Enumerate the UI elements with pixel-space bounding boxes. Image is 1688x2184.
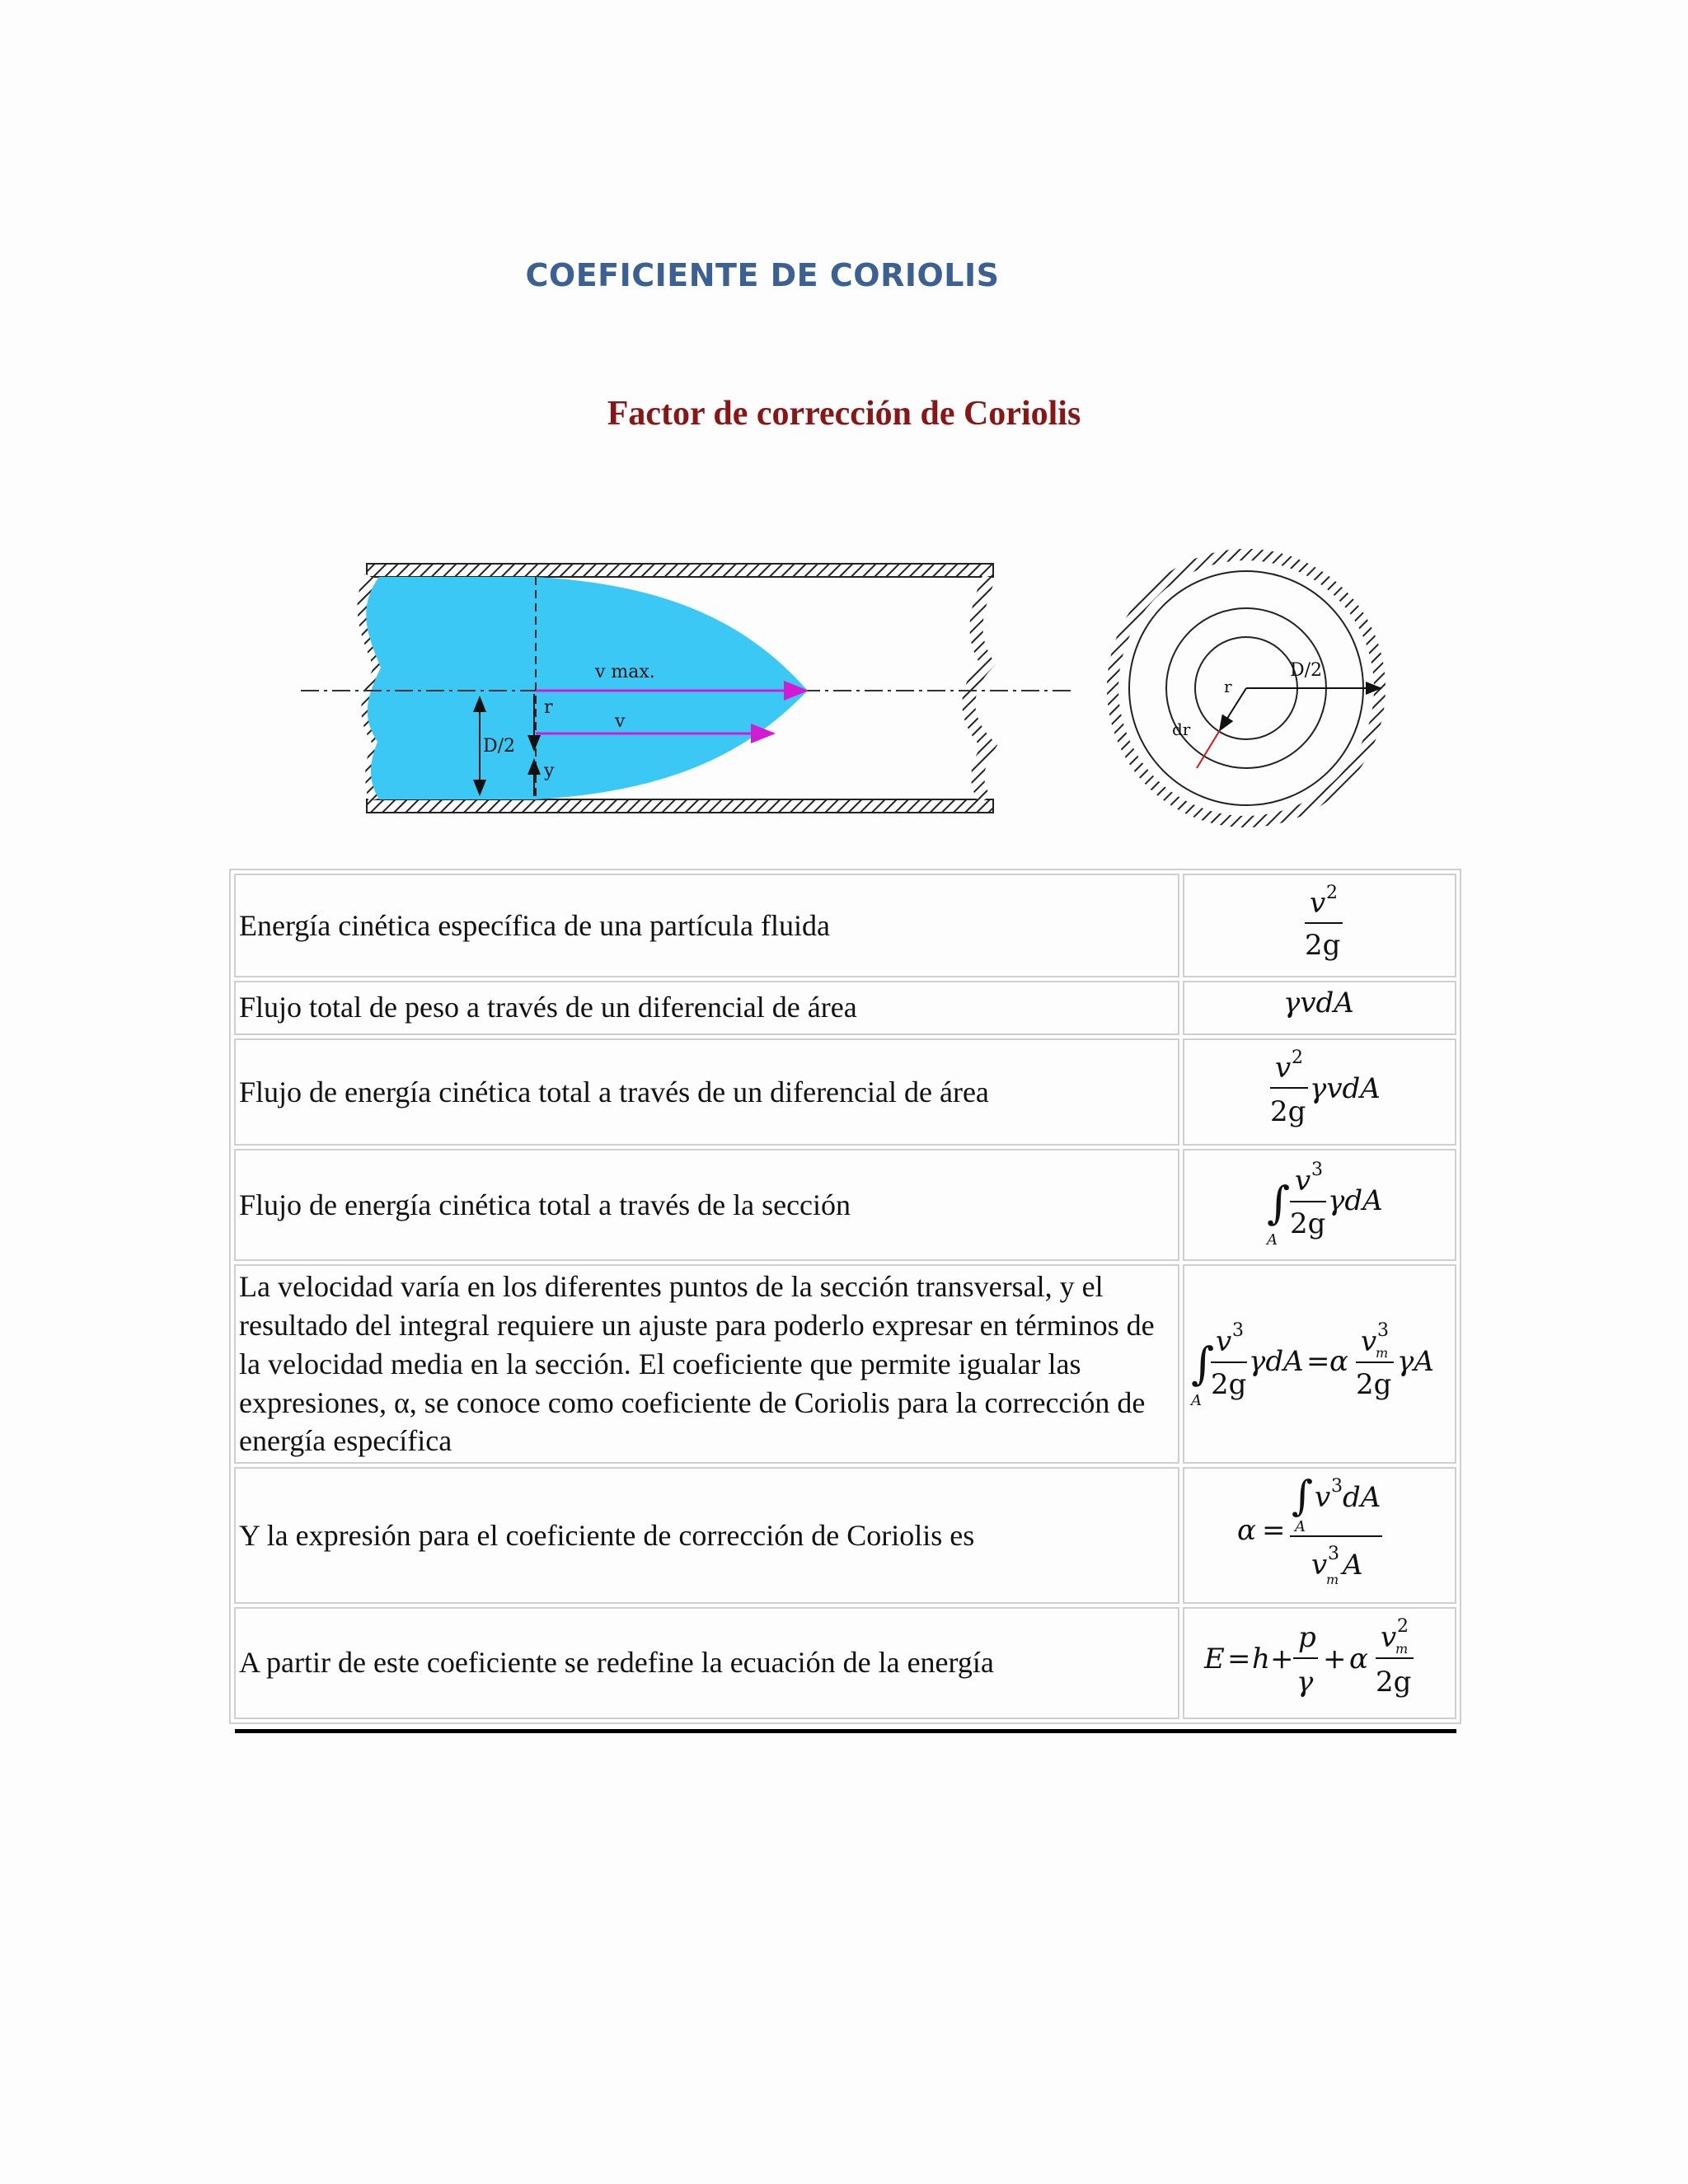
row-description: Energía cinética específica de una partícula fluida xyxy=(234,874,1179,977)
svg-text:v: v xyxy=(1295,1165,1311,1198)
svg-text:3: 3 xyxy=(1331,1476,1343,1497)
svg-text:+: + xyxy=(1270,1642,1294,1675)
svg-text:∫: ∫ xyxy=(1292,1472,1314,1521)
row-description: Y la expresión para el coeficiente de corrección de Coriolis es xyxy=(234,1467,1179,1604)
svg-text:v: v xyxy=(1315,1481,1331,1515)
svg-text:v: v xyxy=(1275,1051,1292,1085)
page-subtitle: Factor de corrección de Coriolis xyxy=(607,395,1081,433)
svg-text:A: A xyxy=(1267,1231,1278,1249)
row-formula xyxy=(1183,1607,1456,1719)
svg-text:γA: γA xyxy=(1397,1345,1434,1379)
svg-text:γdA: γdA xyxy=(1328,1184,1383,1218)
svg-text:m: m xyxy=(1376,1345,1389,1361)
svg-text:m: m xyxy=(1395,1640,1409,1657)
svg-text:γ: γ xyxy=(1296,1665,1314,1699)
svg-text:3: 3 xyxy=(1377,1320,1389,1342)
row-description: Flujo de energía cinética total a través de un diferencial de área xyxy=(234,1038,1179,1146)
svg-text:v: v xyxy=(1311,1549,1328,1582)
svg-text:m: m xyxy=(1326,1572,1339,1588)
svg-text:α: α xyxy=(1237,1514,1256,1548)
row-description: A partir de este coeficiente se redefine la ecuación de la energía xyxy=(234,1607,1179,1719)
row-description: La velocidad varía en los diferentes puntos de la sección transversal, y el resultado del integral requiere un ajuste para poderlo expresar en términos de la velocidad media en la sección. El coeficiente que permite igualar las expresiones, α, se conoce como coeficiente de Coriolis para la corrección de energía específica xyxy=(234,1264,1179,1464)
svg-text:2: 2 xyxy=(1326,883,1338,903)
row-formula xyxy=(1183,1264,1456,1464)
row-formula xyxy=(1183,1149,1456,1261)
svg-text:v: v xyxy=(1361,1325,1377,1359)
velocity-profile-figure xyxy=(288,544,1426,832)
r-label: r xyxy=(544,697,553,718)
svg-text:α: α xyxy=(1349,1642,1368,1675)
svg-text:2g: 2g xyxy=(1376,1665,1412,1699)
horizontal-rule xyxy=(235,1729,1456,1733)
svg-text:v: v xyxy=(1381,1620,1397,1654)
table-row xyxy=(234,1607,1456,1719)
row-formula xyxy=(1183,981,1456,1035)
svg-text:2: 2 xyxy=(1292,1047,1303,1068)
formula-coriolis-alpha xyxy=(1221,1469,1418,1592)
row-description: Flujo total de peso a través de un diferencial de área xyxy=(234,981,1179,1035)
svg-text:=: = xyxy=(1306,1345,1330,1379)
formula-kinetic-flow-section xyxy=(1237,1151,1402,1249)
table-row xyxy=(234,874,1456,977)
svg-text:2g: 2g xyxy=(1305,929,1341,962)
svg-text:A: A xyxy=(1191,1392,1202,1410)
d2-label: D/2 xyxy=(483,736,516,757)
pipe-right-cut xyxy=(968,577,989,799)
vmax-label: v max. xyxy=(595,662,655,682)
svg-text:v: v xyxy=(1216,1325,1232,1359)
formula-kinetic-energy xyxy=(1254,875,1386,966)
table-row xyxy=(234,1038,1456,1146)
formula-coriolis-equality xyxy=(1188,1301,1451,1417)
svg-text:v: v xyxy=(1310,887,1326,920)
svg-text:γdA: γdA xyxy=(1249,1345,1304,1379)
svg-text:3: 3 xyxy=(1328,1544,1339,1565)
row-formula xyxy=(1183,1038,1456,1146)
row-description: Flujo de energía cinética total a través de la sección xyxy=(234,1149,1179,1261)
svg-text:p: p xyxy=(1298,1620,1316,1654)
circle-r-label: r xyxy=(1224,677,1232,696)
formula-weight-flow xyxy=(1254,982,1386,1024)
cross-section xyxy=(1113,555,1381,822)
svg-text:2: 2 xyxy=(1397,1615,1409,1637)
row-formula xyxy=(1183,874,1456,977)
svg-text:γvdA: γvdA xyxy=(1283,986,1354,1019)
coriolis-table xyxy=(229,869,1461,1724)
svg-text:∫: ∫ xyxy=(1191,1338,1215,1390)
svg-text:3: 3 xyxy=(1311,1160,1323,1181)
svg-text:=: = xyxy=(1262,1514,1286,1548)
fluid-region xyxy=(366,577,808,799)
svg-text:2g: 2g xyxy=(1270,1094,1306,1128)
svg-text:h: h xyxy=(1252,1642,1270,1675)
table-row xyxy=(234,1467,1456,1604)
svg-text:dA: dA xyxy=(1343,1481,1381,1515)
v-label: v xyxy=(615,711,626,732)
table-row xyxy=(234,1149,1456,1261)
svg-text:=: = xyxy=(1227,1642,1251,1675)
formula-energy-equation xyxy=(1188,1609,1451,1708)
svg-text:E: E xyxy=(1204,1642,1225,1675)
svg-text:∫: ∫ xyxy=(1267,1177,1291,1230)
svg-text:A: A xyxy=(1295,1518,1306,1536)
table-row xyxy=(234,981,1456,1035)
svg-text:2g: 2g xyxy=(1211,1368,1247,1402)
circle-d2-label: D/2 xyxy=(1290,660,1323,681)
svg-text:3: 3 xyxy=(1232,1320,1244,1342)
table-row xyxy=(234,1264,1456,1464)
svg-text:2g: 2g xyxy=(1356,1368,1392,1402)
y-label: y xyxy=(544,761,555,781)
svg-text:2g: 2g xyxy=(1290,1207,1326,1241)
svg-text:A: A xyxy=(1343,1549,1363,1582)
page-title: COEFICIENTE DE CORIOLIS xyxy=(525,257,1000,293)
svg-text:α: α xyxy=(1329,1345,1348,1379)
circle-dr-label: dr xyxy=(1172,719,1191,739)
formula-kinetic-flow-dA xyxy=(1237,1040,1402,1135)
row-formula xyxy=(1183,1467,1456,1604)
svg-text:γvdA: γvdA xyxy=(1310,1071,1381,1105)
svg-text:+: + xyxy=(1323,1642,1347,1675)
